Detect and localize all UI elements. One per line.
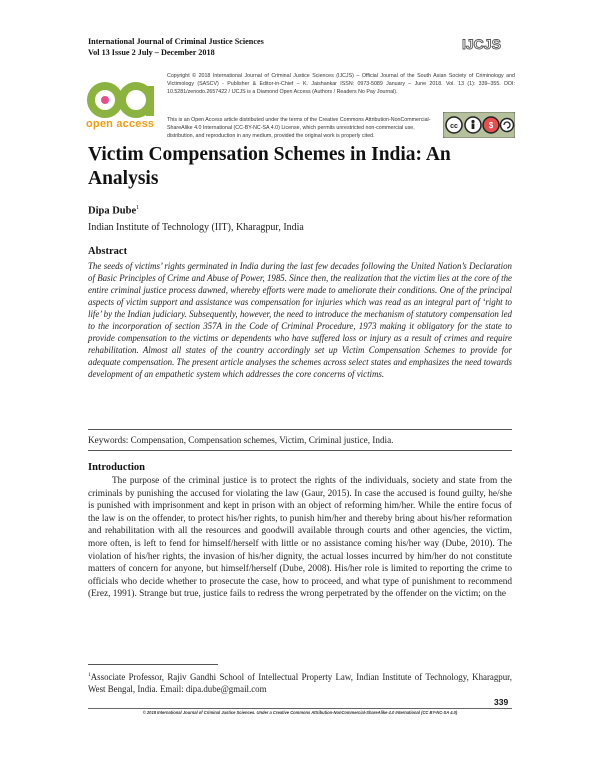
ijcjs-logo-text: IJCJS — [462, 36, 501, 52]
footnote-divider — [88, 664, 218, 665]
svg-text:cc: cc — [450, 123, 458, 130]
journal-name: International Journal of Criminal Justice Sciences — [88, 37, 264, 46]
svg-text:$: $ — [488, 121, 494, 130]
abstract-divider-bottom — [88, 450, 512, 451]
abstract-divider-top — [88, 429, 512, 430]
footnote-marker: 1 — [88, 672, 91, 678]
page-number: 339 — [494, 697, 509, 707]
footer-license-note: © 2018 International Journal of Criminal Justice Sciences. Under a Creative Commons Attribution-NonCommercial-ShareAlike 4.0 International (CC BY-NC-SA 4.0) — [142, 710, 458, 715]
footnote — [88, 669, 512, 695]
open-access-label: open access — [86, 118, 155, 130]
license-note: This is an Open Access article distributed under the terms of the Creative Commons Attribution-NonCommercial-ShareAlike 4.0 International (CC-BY-NC-SA 4.0) License, which permits unrestricted non-commercial use, distribution, and reproduction in any medium, provided the original work is properly cited. — [167, 117, 431, 139]
author-line — [88, 205, 139, 217]
cc-license-badge-icon — [443, 112, 515, 138]
journal-header — [88, 36, 264, 58]
issue-line: Vol 13 Issue 2 July – December 2018 — [88, 48, 215, 57]
copyright-note: Copyright © 2018 International Journal of Criminal Justice Sciences (IJCJS) – Official Journal of the South Asian Society of Criminology and Victimology (SASCV) - Publisher & Editor-in-Chief – K. Jaishankar ISSN: 0973-5089 January – June 2018. Vol. 13 (1): 339–355. DOI: 10.5281/zenodo.2657422 / IJCJS is a Diamond Open Access (Authors / Readers No Pay Journal). — [167, 73, 515, 96]
abstract-text: The seeds of victims’ rights germinated in India during the last few decades following the United Nation’s Declaration of Basic Principles of Crime and Abuse of Power, 1985. Since then, the realization that the victim lies at the core of the entire criminal justice process dawned, whereby efforts were made to ameliorate their conditions. One of the principal aspects of victim support and assistance was compensation for injuries which was read as an integral part of ‘right to life’ by the Indian judiciary. Subsequently, however, the need to introduce the mechanism of statutory compensation led to the incorporation of section 357A in the Code of Criminal Procedure, 1973 making it obligatory for the state to provide compensation to the victims or dependents who have suffered loss or injury as a result of crimes and require rehabilitation. Almost all states of the country accordingly set up Victim Compensation Schemes to provide for adequate compensation. The present article analyses the schemes across select states and emphasizes the need towards development of an empathetic system which addresses the core concerns of victims. — [88, 261, 512, 379]
author-name: Dipa Dube — [88, 205, 137, 217]
footnote-text: Associate Professor, Rajiv Gandhi School of Intellectual Property Law, Indian Institute of Technology, Kharagpur, West Bengal, India. Email: dipa.dube@gmail.com — [88, 671, 512, 695]
author-affiliation: Indian Institute of Technology (IIT), Kharagpur, India — [88, 222, 304, 233]
introduction-heading: Introduction — [88, 462, 145, 473]
footer-divider — [88, 708, 512, 709]
article-title: Victim Compensation Schemes in India: An Analysis — [88, 144, 451, 189]
abstract-heading: Abstract — [88, 246, 128, 257]
introduction-text: The purpose of the criminal justice is to protect the rights of the individuals, society and state from the criminals by punishing the accused for violating the law (Gaur, 2015). In case the accused is found guilty, he/she is punished with imprisonment and kept in prison with an object of reforming him/her. While the entire focus of the law is on the offender, to protect his/her rights, to punish him/her and thereby bring about his/her reformation and rehabilitation with all the resources and goodwill available through courts and other agencies, the victim, more often, is left to fend for himself/herself with little or no assistance coming his/her way (Dube, 2010). The violation of his/her rights, the invasion of his/her dignity, the actual losses incurred by him/her do not constitute matters of concern for anyone, but himself/herself (Dube, 2008). His/her role is limited to reporting the crime to officials who decide whether to prosecute the case, how to proceed, and what type of punishment to recommend (Erez, 1991). Strange but true, justice fails to redress the wrong perpetrated by the offender on the victim; on the — [88, 476, 512, 600]
keywords-line: Keywords: Compensation, Compensation schemes, Victim, Criminal justice, India. — [88, 435, 394, 445]
ijcjs-logo — [462, 36, 514, 52]
author-footnote-marker: 1 — [136, 205, 140, 211]
